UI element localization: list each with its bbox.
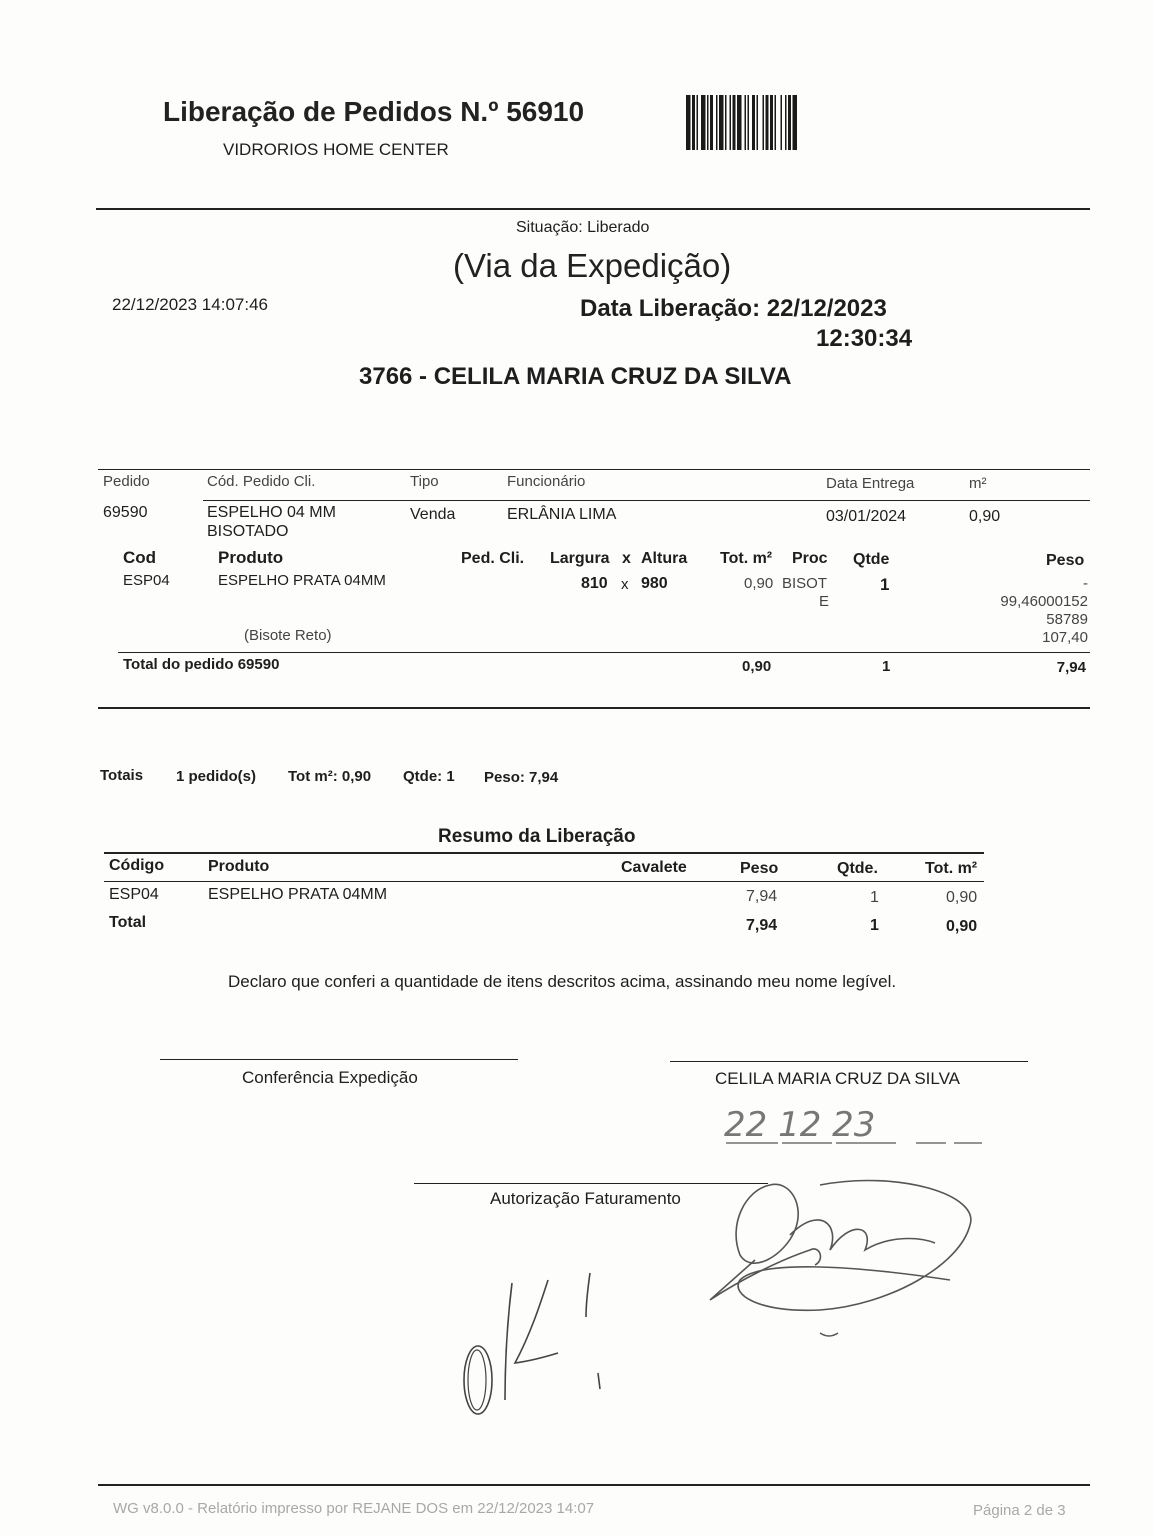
item-col-ped-cli: Ped. Cli. (461, 550, 525, 567)
summary-col-peso: Peso (740, 860, 779, 877)
totals-pedidos: 1 pedido(s) (176, 768, 257, 785)
col-tipo: Tipo (410, 473, 439, 490)
summary-col-codigo: Código (109, 857, 165, 874)
item-col-proc: Proc (792, 550, 828, 567)
item-col-peso: Peso (1046, 552, 1085, 569)
item-col-x: x (622, 550, 631, 567)
col-pedido: Pedido (103, 473, 150, 490)
status-situacao: Situação: Liberado (516, 219, 650, 236)
summary-row-produto: ESPELHO PRATA 04MM (208, 886, 388, 903)
summary-row-peso: 7,94 (746, 888, 778, 905)
item-col-cod: Cod (123, 548, 157, 567)
summary-row-codigo: ESP04 (109, 886, 159, 903)
data-liberacao-time: 12:30:34 (816, 325, 913, 352)
totals-peso: Peso: 7,94 (484, 769, 559, 786)
summary-total-peso: 7,94 (746, 917, 778, 934)
handwritten-date-text: 22 12 23 (724, 1105, 876, 1145)
conferencia-signature-line (160, 1059, 518, 1060)
order-header-rule (203, 500, 1090, 501)
data-liberacao: Data Liberação: 22/12/2023 (580, 295, 887, 322)
summary-row-tot-m2: 0,90 (946, 889, 978, 906)
order-pedido: 69590 (103, 504, 148, 521)
order-data-entrega: 03/01/2024 (826, 508, 907, 525)
handwritten-date (720, 1098, 990, 1154)
item-tot-m2: 0,90 (744, 575, 774, 592)
order-tipo: Venda (410, 506, 456, 523)
summary-total-label: Total (109, 914, 147, 931)
order-table-top-rule (98, 469, 1090, 470)
summary-total-qtde: 1 (870, 917, 879, 934)
page-title: Liberação de Pedidos N.º 56910 (163, 96, 585, 127)
item-largura: 810 (581, 575, 608, 592)
autorizacao-label: Autorização Faturamento (490, 1189, 681, 1208)
item-note: (Bisote Reto) (244, 627, 332, 644)
conferencia-label: Conferência Expedição (242, 1068, 418, 1087)
summary-col-cavalete: Cavalete (621, 859, 687, 876)
order-cod-line2: BISOTADO (207, 523, 289, 540)
footer-print-info: WG v8.0.0 - Relatório impresso por REJANE DOS em 22/12/2023 14:07 (113, 1500, 595, 1517)
summary-col-produto: Produto (208, 858, 270, 875)
printed-timestamp: 22/12/2023 14:07:46 (112, 295, 268, 314)
client-signature-line (670, 1061, 1028, 1062)
item-peso-line3: 58789 (1046, 611, 1088, 628)
order-funcionario: ERLÂNIA LIMA (507, 506, 617, 523)
barcode (686, 95, 864, 150)
item-peso-line2: 99,46000152 (1000, 593, 1088, 610)
order-total-peso: 7,94 (1056, 659, 1086, 676)
handwritten-signature (700, 1165, 980, 1345)
item-qtde: 1 (880, 575, 890, 594)
item-col-altura: Altura (641, 550, 688, 567)
col-data-entrega: Data Entrega (826, 475, 915, 492)
client-signature-name: CELILA MARIA CRUZ DA SILVA (715, 1069, 961, 1088)
order-total-rule (118, 652, 1090, 653)
item-col-largura: Largura (550, 550, 610, 567)
item-produto: ESPELHO PRATA 04MM (218, 572, 386, 589)
item-cod: ESP04 (123, 572, 170, 589)
item-col-qtde: Qtde (853, 551, 890, 568)
summary-top-rule (104, 852, 984, 854)
summary-title: Resumo da Liberação (438, 826, 636, 847)
handwritten-ok (450, 1265, 620, 1425)
col-cod-pedido-cli: Cód. Pedido Cli. (207, 473, 316, 490)
totals-label: Totais (100, 767, 144, 784)
item-col-tot-m2: Tot. m² (720, 550, 773, 567)
client-name: 3766 - CELILA MARIA CRUZ DA SILVA (359, 363, 792, 390)
order-total-label: Total do pedido 69590 (123, 656, 280, 673)
company-name: VIDRORIOS HOME CENTER (223, 140, 449, 159)
totals-qtde: Qtde: 1 (403, 768, 455, 785)
via-expedicao: (Via da Expedição) (453, 247, 732, 284)
order-total-m2: 0,90 (742, 658, 772, 675)
header-divider (96, 208, 1090, 210)
item-x: x (621, 576, 629, 593)
order-table-bottom-rule (98, 707, 1090, 709)
footer-rule (98, 1484, 1090, 1486)
item-peso-line4: 107,40 (1042, 629, 1088, 646)
footer-page-number: Página 2 de 3 (973, 1502, 1066, 1519)
item-peso-line1: - (1083, 575, 1088, 592)
declaration-text: Declaro que conferi a quantidade de itens descritos acima, assinando meu nome legível. (228, 972, 897, 991)
order-total-qtde: 1 (882, 658, 891, 675)
item-col-produto: Produto (218, 548, 284, 567)
summary-header-rule (104, 881, 984, 882)
order-m2: 0,90 (969, 508, 1001, 525)
totals-m2: Tot m²: 0,90 (288, 768, 372, 785)
summary-col-tot-m2: Tot. m² (925, 860, 978, 877)
item-altura: 980 (641, 575, 668, 592)
summary-row-qtde: 1 (870, 889, 879, 906)
summary-col-qtde: Qtde. (837, 860, 878, 877)
order-cod-line1: ESPELHO 04 MM (207, 504, 336, 521)
col-funcionario: Funcionário (507, 473, 586, 490)
item-proc-line1: BISOT (782, 575, 828, 592)
summary-total-tot-m2: 0,90 (946, 918, 978, 935)
item-proc-line2: E (819, 593, 830, 610)
col-m2: m² (969, 475, 987, 492)
